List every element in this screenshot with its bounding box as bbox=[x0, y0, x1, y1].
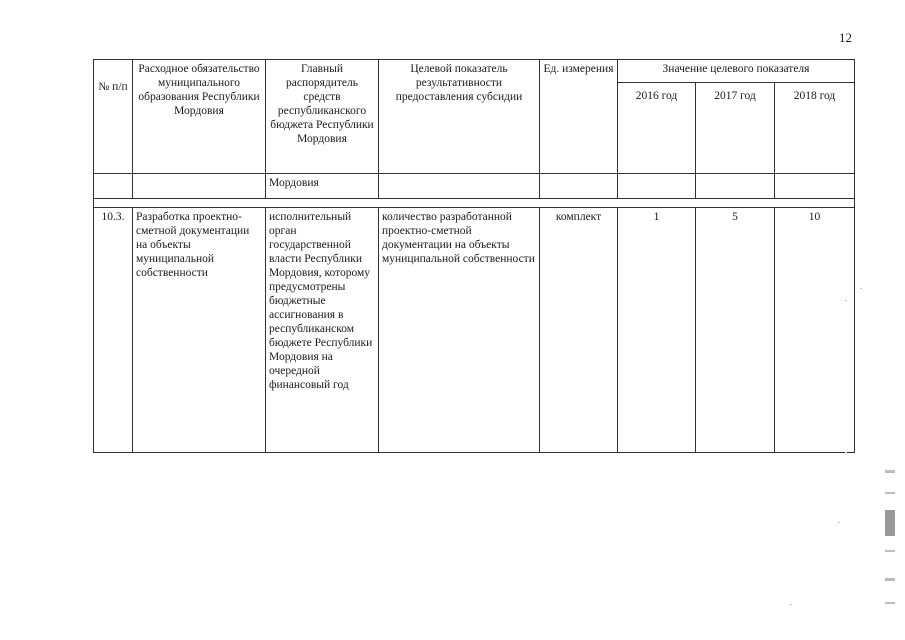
header-administrator: Главный распорядитель средств республиканского бюджета Республики Мордовия bbox=[266, 60, 379, 174]
scan-speck bbox=[838, 522, 840, 523]
scan-speck bbox=[845, 300, 847, 301]
target-indicator-table bbox=[93, 59, 855, 453]
scan-edge-marks bbox=[885, 470, 897, 620]
scan-speck bbox=[790, 604, 792, 605]
header-value-group: Значение целевого показателя bbox=[618, 60, 855, 83]
header-obligation: Расходное обязательство муниципального образования Республики Мордовия bbox=[133, 60, 266, 174]
row-obligation: Разработка проектно-сметной документации на объекты муниципальной собственности bbox=[133, 208, 266, 453]
row-value-2017: 5 bbox=[696, 208, 775, 453]
header-year-2016: 2016 год bbox=[618, 83, 696, 174]
continuation-administrator: Мордовия bbox=[266, 174, 379, 199]
continuation-2018 bbox=[775, 174, 855, 199]
page-number: 12 bbox=[839, 30, 852, 45]
continuation-row bbox=[94, 174, 855, 199]
row-unit: комплект bbox=[540, 208, 618, 453]
header-num: № п/п bbox=[94, 60, 133, 174]
scan-speck bbox=[845, 452, 847, 453]
continuation-obligation bbox=[133, 174, 266, 199]
row-indicator: количество разработанной проектно-сметной документации на объекты муниципальной собственности bbox=[379, 208, 540, 453]
header-row-1 bbox=[94, 60, 855, 83]
header-year-2018: 2018 год bbox=[775, 83, 855, 174]
row-value-2018: 10 bbox=[775, 208, 855, 453]
continuation-unit bbox=[540, 174, 618, 199]
row-administrator: исполнительный орган государственной власти Республики Мордовия, которому предусмотрены бюджетные ассигнования в республиканском бюджете Республики Мордовия на очередной финансовый год bbox=[266, 208, 379, 453]
row-num: 10.3. bbox=[94, 208, 133, 453]
row-value-2016: 1 bbox=[618, 208, 696, 453]
table-row bbox=[94, 208, 855, 453]
continuation-num bbox=[94, 174, 133, 199]
header-year-2017: 2017 год bbox=[696, 83, 775, 174]
continuation-2017 bbox=[696, 174, 775, 199]
continuation-2016 bbox=[618, 174, 696, 199]
spacer-row bbox=[94, 199, 855, 208]
header-indicator: Целевой показатель результативности предоставления субсидии bbox=[379, 60, 540, 174]
scan-speck bbox=[860, 288, 862, 289]
continuation-indicator bbox=[379, 174, 540, 199]
row-gap bbox=[94, 199, 855, 208]
header-unit: Ед. измерения bbox=[540, 60, 618, 174]
